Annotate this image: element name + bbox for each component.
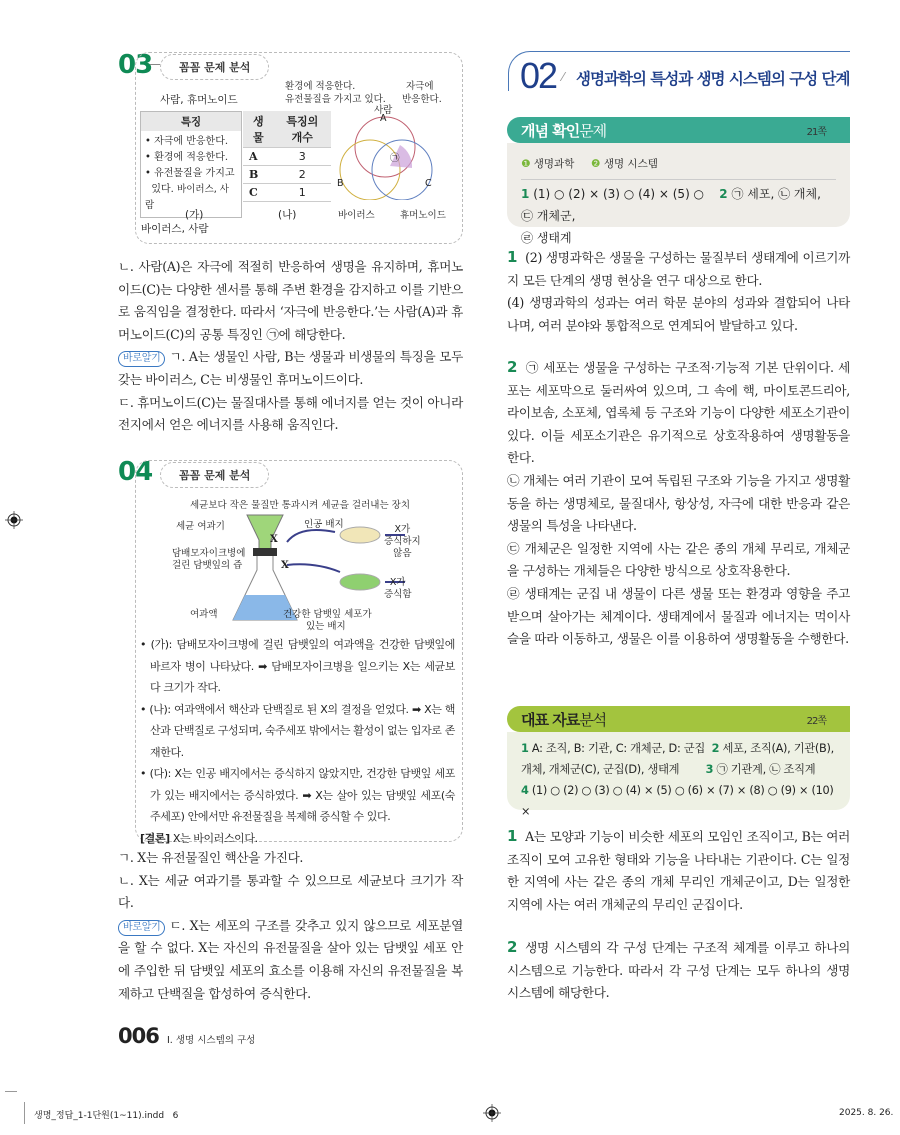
crop-mark xyxy=(24,1102,25,1124)
x-label: X xyxy=(270,534,278,545)
explanation-text: ㉢ 개체군은 일정한 지역에 사는 같은 종의 개체 무리로, 개체군을 구성하는 개체들은 다양한 방식으로 상호작용한다. xyxy=(507,540,850,579)
blank-answer: 생명 시스템 xyxy=(603,158,658,170)
bullet-item: • (나): 여과액에서 핵산과 단백질로 된 X의 결정을 얻었다. ➡ X는 핵산과 단백질로 구성되며, 숙주세포 밖에서는 활성이 없는 입자로 존재한다. xyxy=(140,702,455,759)
data-answers xyxy=(507,732,850,818)
header-title: 문제 xyxy=(579,122,607,140)
explanation-text: ㄱ. X는 유전물질인 핵산을 가진다. xyxy=(118,850,304,865)
venn-name: 사람 xyxy=(374,105,393,116)
diagram-label: 걸린 담뱃잎의 즙 xyxy=(172,560,243,571)
explanation-text: ㄴ. 사람(A)은 자극에 적절히 반응하여 생명을 유지하며, 휴머노이드(C)는 다양한 센서를 통해 주변 환경을 감지하고 이를 기반으로 움직임을 결정한다. 따라서 ‘자극에 반응한다.’는 사람(A)과 휴머노이드(C)의 공통 특징인 ㉠에 해당한다. xyxy=(118,259,463,342)
question-number: 03 xyxy=(118,50,153,80)
explanation-number: 2 xyxy=(507,938,518,956)
feature-item: • 환경에 적응한다. xyxy=(145,152,229,163)
blank-number: ❶ xyxy=(521,158,531,170)
annotation-bottom: 바이러스, 사람 xyxy=(141,223,209,235)
answer-text: ㉣ 생태계 xyxy=(521,231,572,245)
explanation-text: ㉡ 개체는 여러 기관이 모여 독립된 구조와 기능을 가지고 생명활동을 하는 생명체로, 물질대사, 항상성, 자극에 대한 반응과 같은 생물의 특성을 나타낸다. xyxy=(507,472,850,534)
venn-label: 반응한다. xyxy=(402,94,442,105)
venn-label: 환경에 적응한다. xyxy=(285,81,356,92)
diagram-label: 여과액 xyxy=(190,609,218,620)
registration-mark-icon xyxy=(483,1104,501,1122)
venn-letter: A xyxy=(380,113,387,124)
table-cell: B xyxy=(243,166,274,184)
diagram-label: 있는 배지 xyxy=(306,621,346,632)
table-header: 생물 xyxy=(243,111,274,148)
explanation-text: ㄱ. A는 생물인 사람, B는 생물과 비생물의 특징을 모두 갖는 바이러스, C는 비생물인 휴머노이드이다. xyxy=(118,349,463,387)
blank-number: ❷ xyxy=(591,158,601,170)
analysis-tag: 꼼꼼 문제 분석 xyxy=(160,462,269,488)
venn-mark: ㉠ xyxy=(390,153,400,164)
venn-name: 휴머노이드 xyxy=(400,210,446,221)
feature-note: 바이러스, 사람 xyxy=(145,184,229,211)
section-title: 생명과학의 특성과 생명 시스템의 구성 단계 xyxy=(576,70,850,88)
answer-number: 2 xyxy=(711,742,720,755)
table-cell: A xyxy=(243,148,274,166)
slug-filename: 생명_정답_1-1단원(1~11).indd 6 xyxy=(34,1111,179,1121)
correction-badge: 바로알기 xyxy=(118,351,165,367)
concept-explanation-1 xyxy=(507,246,850,337)
arrow xyxy=(287,530,335,542)
venn-letter: B xyxy=(337,178,344,189)
result-text: X가 xyxy=(389,577,406,588)
annotation-top: 사람, 휴머노이드 xyxy=(160,94,238,106)
answer-text: ㉠ 기관계, ㉡ 조직계 xyxy=(716,763,816,776)
venn-label: 자극에 xyxy=(406,81,434,92)
answer-number: 2 xyxy=(719,187,728,201)
answer-text: 개체, 개체군(C), 군집(D), 생태계 xyxy=(521,763,680,776)
stopper xyxy=(253,548,277,556)
caption-ga: (가) xyxy=(185,209,204,221)
venn-letter: C xyxy=(425,178,432,189)
explanation-text: ㉠ 세포는 생물을 구성하는 구조적·기능적 기본 단위이다. 세포는 세포막으로 둘러싸여 있으며, 그 속에 핵, 마이토콘드리아, 라이보솜, 소포체, 엽록체 등 구조와 기능이 다양한 세포소기관이 있다. 이들 세포소기관은 유기적으로 상호작용하여 생명활동을 한다. xyxy=(507,360,850,466)
explanation-text: (2) 생명과학은 생물을 구성하는 물질부터 생태계에 이르기까지 모든 단계의 생명 현상을 연구 대상으로 한다. xyxy=(507,250,850,288)
result-text: X가 xyxy=(394,524,411,535)
page-ref: 21쪽 xyxy=(806,127,826,138)
registration-mark-icon xyxy=(5,511,23,529)
correction-badge: 바로알기 xyxy=(118,920,165,936)
petri-dish-artificial xyxy=(340,527,380,543)
explanation-text: ㄷ. 휴머노이드(C)는 물질대사를 통해 에너지를 얻는 것이 아니라 전지에서 얻은 에너지를 사용해 움직인다. xyxy=(118,394,463,433)
answer-text: (1) ○ (2) × (3) ○ (4) × (5) ○ xyxy=(533,187,705,201)
answer-text: ㉠ 세포, ㉡ 개체, ㉢ 개체군, xyxy=(521,187,821,223)
concept-explanation-2 xyxy=(507,356,850,651)
header-title: 분석 xyxy=(579,711,607,729)
answer-text: 세포, 조직(A), 기관(B), xyxy=(722,742,834,755)
q04-explanation xyxy=(118,847,463,1005)
answer-number: 3 xyxy=(705,763,714,776)
header-title: 개념 확인 xyxy=(521,122,580,140)
answer-number: 4 xyxy=(521,784,529,797)
answer-number: 1 xyxy=(521,187,530,201)
answer-text: A: 조직, B: 기관, C: 개체군, D: 군집 xyxy=(531,742,705,755)
data-explanation-1 xyxy=(507,825,850,916)
slug-date: 2025. 8. 26. xyxy=(839,1108,894,1118)
bullet-item: • (다): X는 인공 배지에서는 증식하지 않았지만, 건강한 담뱃잎 세포가 있는 배지에서는 증식하였다. ➡ X는 살아 있는 담뱃잎 세포(숙주세포) 안에서만 유전물질을 복제해 증식할 수 있다. xyxy=(140,767,455,823)
result-text: 증식하지 xyxy=(384,536,421,547)
page-number: 006 xyxy=(118,1024,159,1048)
blank-answer: 생명과학 xyxy=(533,158,575,170)
explanation-number: 2 xyxy=(507,358,518,376)
q03-explanation xyxy=(118,256,463,437)
explanation-number: 1 xyxy=(507,827,518,845)
table-header: 특징의 개수 xyxy=(274,111,331,148)
question-number: 04 xyxy=(118,457,153,487)
table-na xyxy=(243,111,331,202)
feature-item: • 유전물질을 가지고 xyxy=(145,168,235,179)
section-number: 02 xyxy=(520,55,557,96)
diagram-label: 건강한 담뱃잎 세포가 xyxy=(283,609,372,620)
explanation-text: A는 모양과 기능이 비슷한 세포의 모임인 조직이고, B는 여러 조직이 모여 고유한 형태와 기능을 나타내는 기관이다. C는 일정한 지역에 사는 같은 종의 개체 무리인 개체군이고, D는 일정한 지역에 사는 여러 개체군의 무리인 군집이다. xyxy=(507,829,850,912)
table-cell: C xyxy=(243,184,274,202)
answer-text: (1) ○ (2) ○ (3) ○ (4) × (5) ○ (6) × (7) × (8) ○ (9) × (10) × xyxy=(521,784,834,818)
explanation-text: ㄴ. X는 세균 여과기를 통과할 수 있으므로 세균보다 크기가 작다. xyxy=(118,872,463,911)
table-cell: 2 xyxy=(274,166,331,184)
diagram-label: 세균 여과기 xyxy=(176,521,225,532)
explanation-text: 생명 시스템의 각 구성 단계는 구조적 체계를 이루고 하나의 시스템으로 기능한다. 따라서 각 구성 단계는 모두 하나의 생명 시스템에 해당한다. xyxy=(507,940,850,1001)
caption-na: (나) xyxy=(278,209,297,221)
table-cell: 1 xyxy=(274,184,331,202)
answer-number: 1 xyxy=(521,742,529,755)
table-cell: 3 xyxy=(274,148,331,166)
explanation-number: 1 xyxy=(507,248,518,266)
chapter-label: I. 생명 시스템의 구성 xyxy=(167,1035,256,1046)
diagram-label: 세균보다 작은 물질만 통과시켜 세균을 걸러내는 장치 xyxy=(190,500,411,511)
slash-divider: ⁄ xyxy=(562,70,565,84)
crop-mark xyxy=(5,1091,17,1092)
data-explanation-2 xyxy=(507,936,850,1005)
diagram-label: 인공 배지 xyxy=(304,519,344,530)
table-ga-header: 특징 xyxy=(141,112,241,131)
venn-name: 바이러스 xyxy=(338,210,375,221)
concept-check-header xyxy=(507,117,850,143)
bullet-item: • (가): 담배모자이크병에 걸린 담뱃잎의 여과액을 건강한 담뱃잎에 바르자 병이 나타났다. ➡ 담배모자이크병을 일으키는 X는 세균보다 크기가 작다. xyxy=(140,638,455,694)
arrow xyxy=(287,564,340,572)
concept-answers xyxy=(507,143,850,245)
feature-item: • 자극에 반응한다. xyxy=(145,136,229,147)
x-label: X xyxy=(281,560,289,571)
explanation-text: (4) 생명과학의 성과는 여러 학문 분야의 성과와 결합되어 나타나며, 여러 분야와 통합적으로 연계되어 발달하고 있다. xyxy=(507,295,850,333)
table-ga xyxy=(140,111,242,218)
analysis-tag: 꼼꼼 문제 분석 xyxy=(160,54,269,80)
feature-item: 있다. xyxy=(151,184,174,195)
header-title: 대표 자료 xyxy=(521,711,580,729)
petri-dish-cells xyxy=(340,574,380,590)
conclusion-text: X는 바이러스이다. xyxy=(169,831,258,845)
data-analysis-header xyxy=(507,706,850,732)
result-1 xyxy=(384,524,421,560)
result-2 xyxy=(384,577,412,601)
explanation-text: ㄷ. X는 세포의 구조를 갖추고 있지 않으므로 세포분열을 할 수 없다. X는 자신의 유전물질을 살아 있는 담뱃잎 세포 안에 주입한 뒤 담뱃잎 세포의 효소를 이용해 자신의 유전물질을 복제하고 단백질을 합성하여 증식한다. xyxy=(118,917,463,1001)
experiment-bullets xyxy=(140,634,455,849)
page-ref: 22쪽 xyxy=(806,716,826,727)
explanation-text: ㉣ 생태계는 군집 내 생물이 다른 생물 또는 환경과 영향을 주고받으며 살아가는 체계이다. 생태계에서 물질과 에너지는 먹이사슬을 따라 이동하고, 생물은 이를 이용하여 생명활동을 수행한다. xyxy=(507,585,850,647)
result-text: 증식함 xyxy=(384,589,412,600)
result-text: 않음 xyxy=(393,548,412,559)
diagram-label: 담배모자이크병에 xyxy=(172,548,246,559)
conclusion-label: [결론] xyxy=(140,831,170,845)
venn-label: 유전물질을 가지고 있다. xyxy=(285,94,386,105)
